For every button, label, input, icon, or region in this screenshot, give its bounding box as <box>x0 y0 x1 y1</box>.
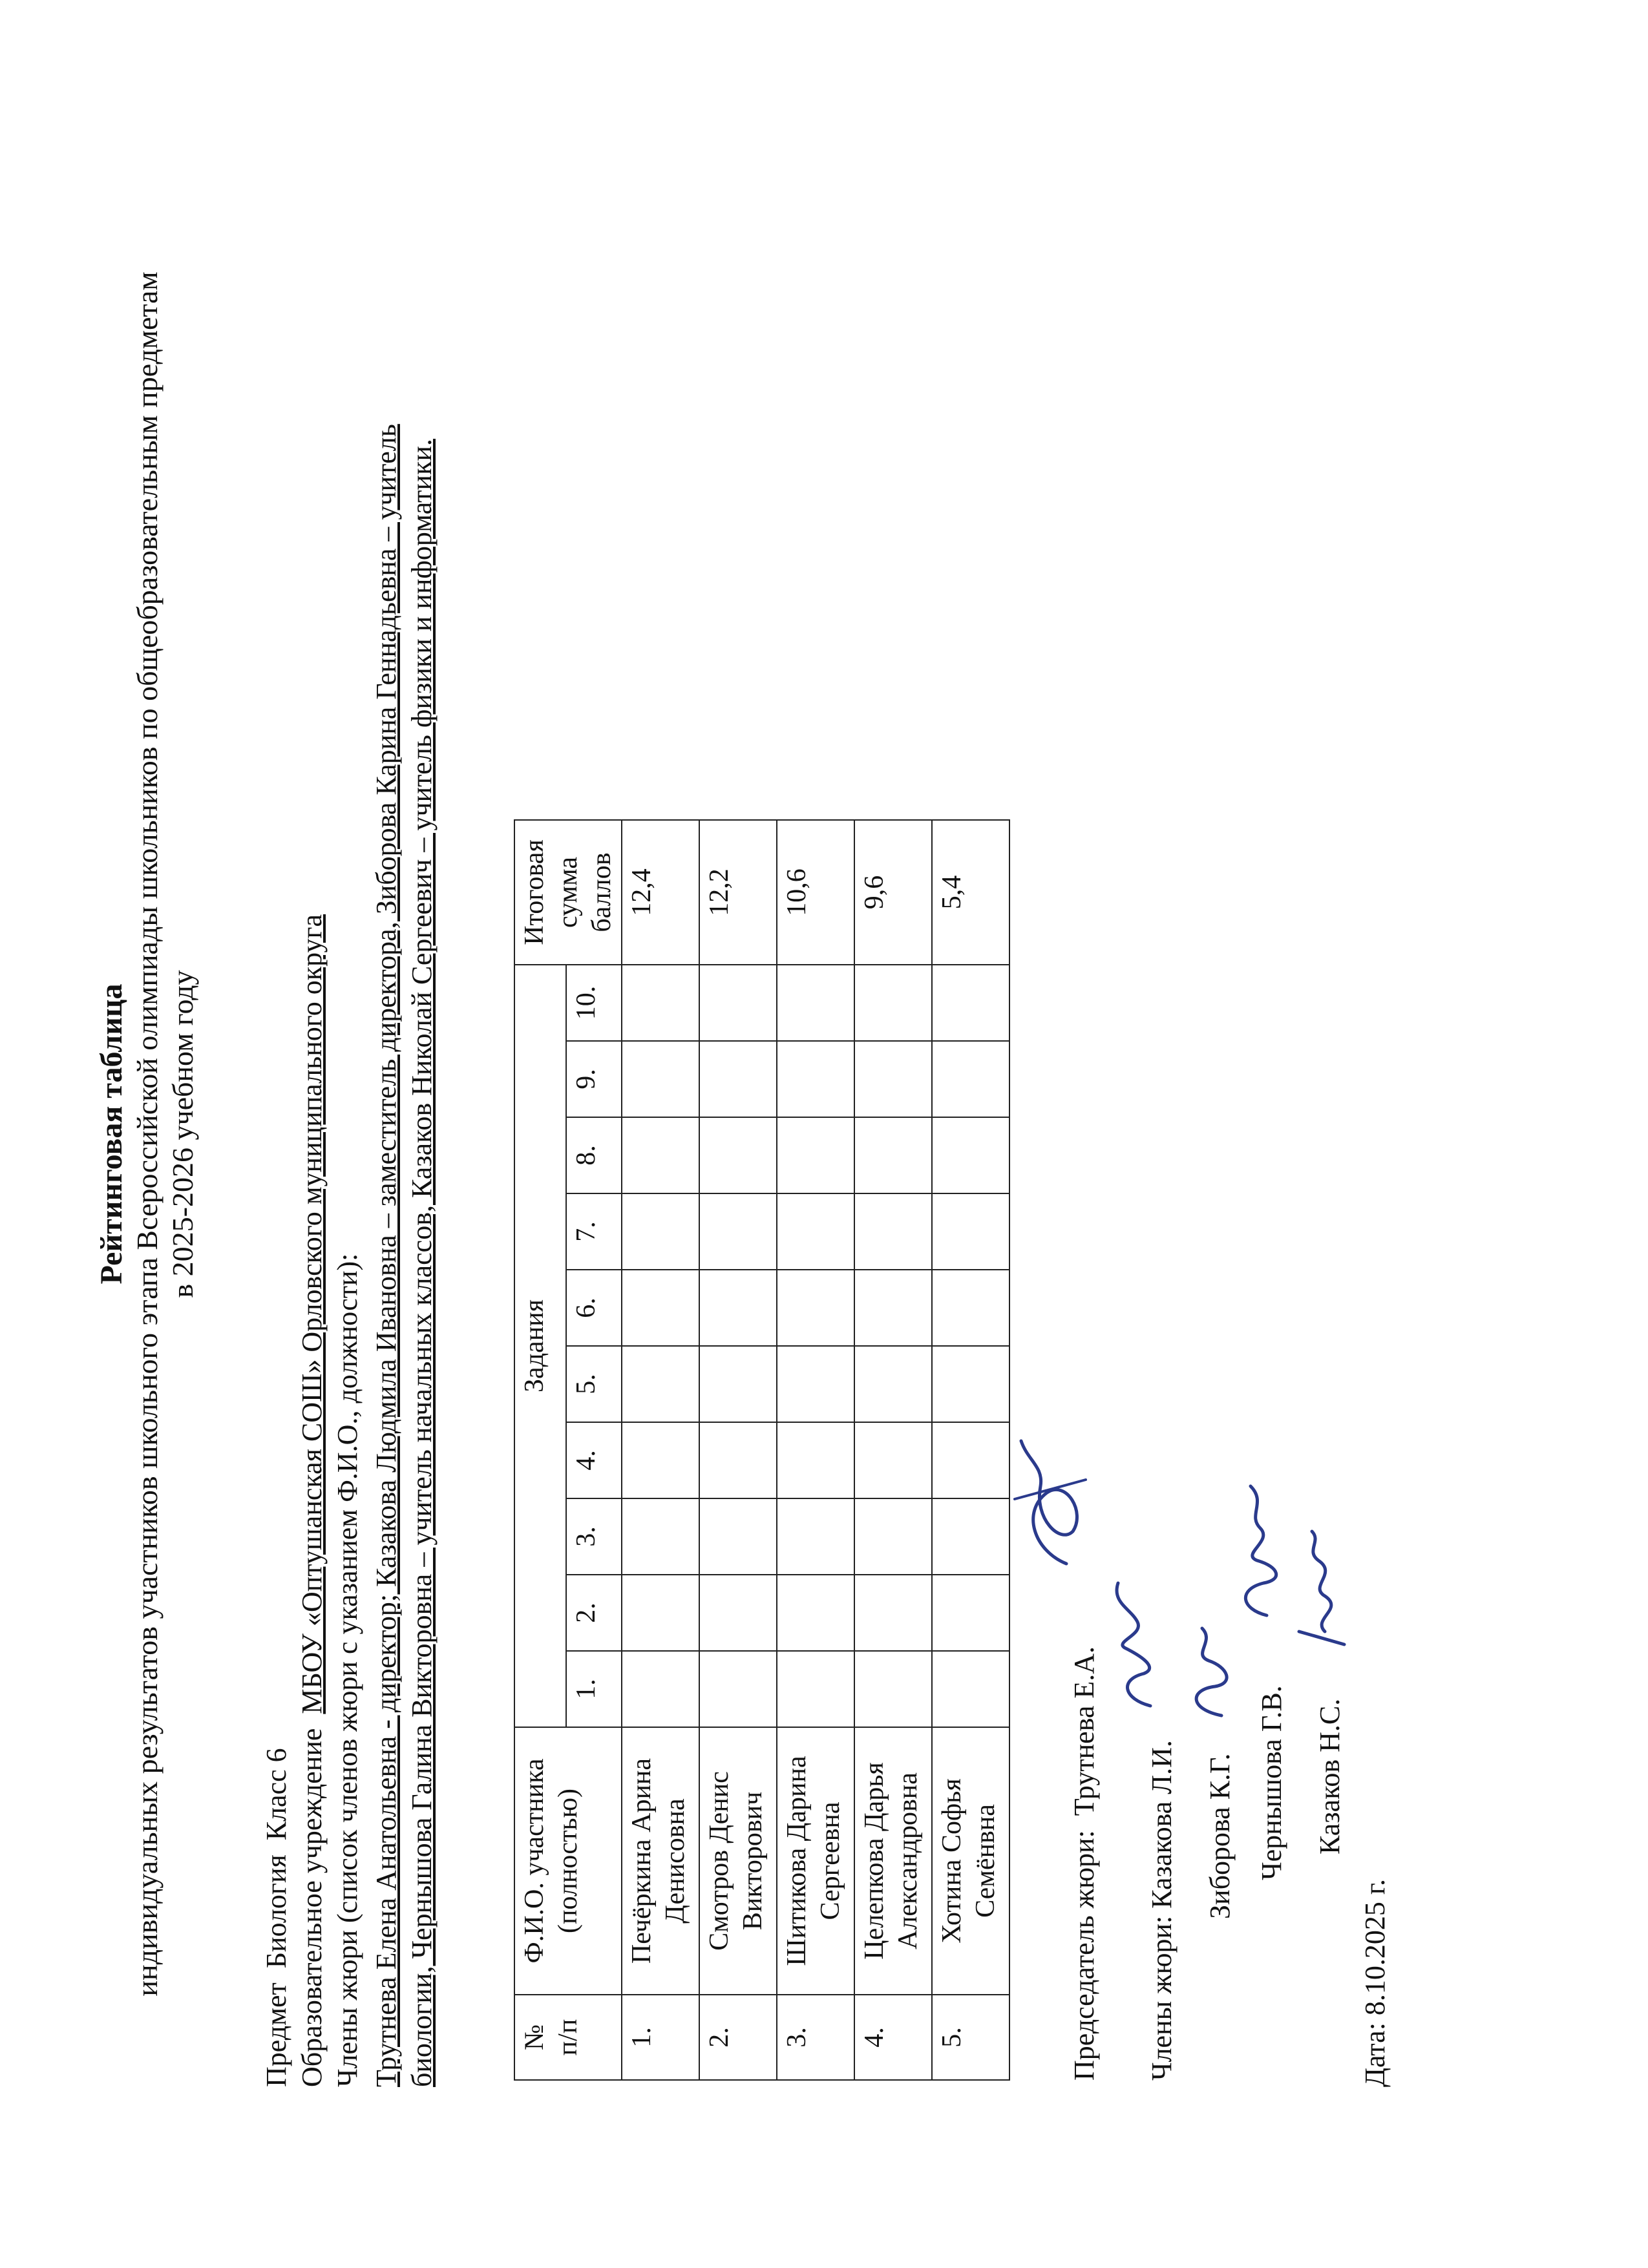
member-4-name: Казаков Н.С. <box>1314 1698 1346 1854</box>
task-label: 8. <box>566 1117 622 1193</box>
task-label: 3. <box>566 1498 622 1575</box>
subject-line <box>259 1748 295 2087</box>
institution-line <box>294 914 330 2087</box>
task-label: 7. <box>566 1193 622 1270</box>
task-label: 10. <box>566 965 622 1041</box>
total-score: 12,4 <box>622 820 699 965</box>
participant-name: Смотров Денис Викторович <box>699 1727 777 1995</box>
participant-name: Хотина Софья Семёнвна <box>932 1727 1009 1995</box>
jury-line-2: биологии, Чернышова Галина Викторовна – учитель начальных классов, Казаков Николай Сергеевич – учитель физики и информатики. <box>406 439 438 2087</box>
rating-table <box>514 819 1010 2081</box>
class-value: 6 <box>260 1748 292 1763</box>
document-title: Рейтинговая таблица <box>94 983 129 1285</box>
task-label: 9. <box>566 1041 622 1117</box>
col-name-header: Ф.И.О. участника (полностью) <box>514 1727 622 1995</box>
task-label: 5. <box>566 1346 622 1422</box>
chair-line <box>1066 1646 1103 2081</box>
members-label: Члены жюри: <box>1146 1915 1178 2081</box>
member-2-name: Зиборова К.Г. <box>1204 1753 1236 1919</box>
chair-signature <box>1008 1422 1099 1570</box>
academic-year: в 2025-2026 учебном году <box>166 970 199 1298</box>
task-label: 4. <box>566 1422 622 1498</box>
institution-label: Образовательное учреждение <box>296 1728 328 2087</box>
subject-value: Биология <box>260 1854 292 1969</box>
member-2-signature <box>1176 1622 1247 1725</box>
jury-line-1: Трутнева Елена Анатольевна - директор; Казакова Людмила Ивановна – заместитель директора, Зиборова Карина Геннадьевна – учитель <box>370 424 402 2087</box>
row-number: 1. <box>622 1995 699 2080</box>
task-label: 2. <box>566 1575 622 1651</box>
participant-name: Печёркина Арина Денисовна <box>622 1727 699 1995</box>
participant-name: Целепкова Дарья Александровна <box>854 1727 932 1995</box>
total-score: 10,6 <box>777 820 854 965</box>
task-label: 1. <box>566 1651 622 1727</box>
chair-label: Председатель жюри: <box>1068 1830 1100 2081</box>
member-4-signature <box>1286 1525 1364 1654</box>
col-num-header: № п/п <box>514 1995 622 2080</box>
task-label: 6. <box>566 1270 622 1346</box>
total-score: 12,2 <box>699 820 777 965</box>
table-row <box>622 820 699 2080</box>
chair-name: Трутнева Е.А. <box>1068 1646 1100 1816</box>
members-line <box>1144 1740 1180 2081</box>
member-1-name: Казакова Л.И. <box>1146 1740 1178 1909</box>
date-line: Дата: 8.10.2025 г. <box>1359 1878 1391 2087</box>
institution-value: МБОУ «Оптушанская СОШ» Орловского муниципального округа <box>296 914 328 1714</box>
table-row <box>699 820 777 2080</box>
subject-label: Предмет <box>260 1982 292 2087</box>
class-label: Класс <box>260 1769 292 1841</box>
row-number: 5. <box>932 1995 1009 2080</box>
table-row <box>777 820 854 2080</box>
member-3-name: Чернышова Г.В. <box>1256 1685 1287 1880</box>
table-row <box>932 820 1009 2080</box>
col-tasks-header: Задания <box>514 965 566 1727</box>
total-score: 9,6 <box>854 820 932 965</box>
jury-label: Члены жюри (список членов жюри с указанием Ф.И.О., должности): <box>332 1253 363 2087</box>
member-1-signature <box>1099 1564 1176 1712</box>
row-number: 4. <box>854 1995 932 2080</box>
col-total-header: Итоговая сумма баллов <box>514 820 622 965</box>
document-subtitle: индивидуальных результатов участников школьного этапа Всероссийской олимпиады школьников по общеобразовательным предметам <box>131 271 164 1997</box>
total-score: 5,4 <box>932 820 1009 965</box>
table-row <box>854 820 932 2080</box>
row-number: 3. <box>777 1995 854 2080</box>
row-number: 2. <box>699 1995 777 2080</box>
participant-name: Шитикова Дарина Сергеевна <box>777 1727 854 1995</box>
